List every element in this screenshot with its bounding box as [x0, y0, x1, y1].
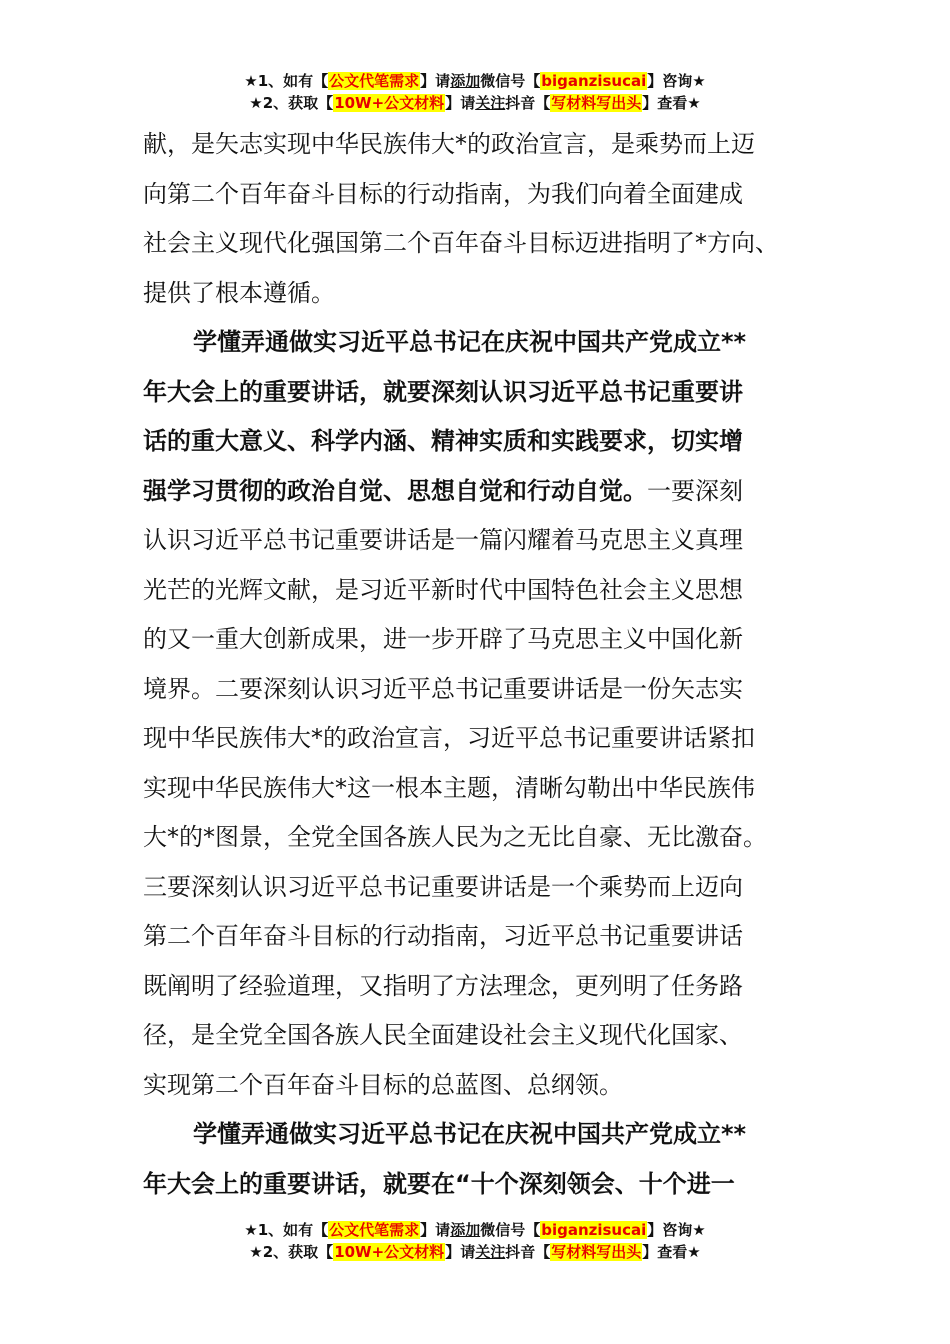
bold-line: 强学习贯彻的政治自觉、思想自觉和行动自觉。	[143, 476, 647, 505]
text-line: 提供了根本遵循。	[143, 278, 335, 307]
banner-line-2: ★2、获取【10W+公文材料】请关注抖音【写材料写出头】查看★	[249, 94, 701, 112]
text-line: 径，是全党全国各族人民全面建设社会主义现代化国家、	[143, 1021, 743, 1049]
text-line: 大*的*图景，全党全国各族人民为之无比自豪、无比激奋。	[143, 823, 767, 851]
banner-line-1: ★1、如有【公文代笔需求】请添加微信号【biganzisucai】咨询★	[244, 72, 706, 90]
text-line: 的又一重大创新成果，进一步开辟了马克思主义中国化新	[143, 625, 743, 653]
highlight-douyin: 写材料写出头	[551, 94, 642, 112]
highlight-wechat-id: biganzisucai	[541, 1221, 647, 1239]
footer-banner	[0, 1219, 950, 1263]
text-line	[143, 467, 815, 517]
bold-line: 话的重大意义、科学内涵、精神实质和实践要求，切实增	[143, 427, 743, 455]
bold-line: 学懂弄通做实习近平总书记在庆祝中国共产党成立**	[193, 328, 747, 356]
text-line: 献，是矢志实现中华民族伟大*的政治宣言，是乘势而上迈	[143, 130, 755, 158]
text-line: 光芒的光辉文献，是习近平新时代中国特色社会主义思想	[143, 575, 743, 604]
document-body	[143, 120, 815, 1209]
highlight-service: 公文代笔需求	[329, 1221, 420, 1239]
bold-line: 年大会上的重要讲话，就要深刻认识习近平总书记重要讲	[143, 377, 743, 406]
text-line: 实现第二个百年奋斗目标的总蓝图、总纲领。	[143, 1070, 623, 1099]
text-line: 认识习近平总书记重要讲话是一篇闪耀着马克思主义真理	[143, 526, 743, 554]
text-line: 实现中华民族伟大*这一根本主题，清晰勾勒出中华民族伟	[143, 773, 755, 802]
highlight-service: 公文代笔需求	[329, 72, 420, 90]
highlight-wechat-id: biganzisucai	[541, 72, 647, 90]
bold-line: 年大会上的重要讲话，就要在“十个深刻领会、十个进一	[143, 1169, 735, 1198]
text-line: 一要深刻	[647, 476, 743, 505]
text-line: 境界。二要深刻认识习近平总书记重要讲话是一份矢志实	[143, 674, 743, 703]
text-line: 三要深刻认识习近平总书记重要讲话是一个乘势而上迈向	[143, 872, 743, 901]
highlight-materials: 10W+公文材料	[334, 94, 445, 112]
text-line: 既阐明了经验道理，又指明了方法理念，更列明了任务路	[143, 971, 743, 1000]
text-line: 现中华民族伟大*的政治宣言，习近平总书记重要讲话紧扣	[143, 724, 755, 752]
header-banner	[0, 70, 950, 114]
text-line: 社会主义现代化强国第二个百年奋斗目标迈进指明了*方向、	[143, 229, 779, 257]
text-line: 向第二个百年奋斗目标的行动指南，为我们向着全面建成	[143, 179, 743, 208]
bold-line: 学懂弄通做实习近平总书记在庆祝中国共产党成立**	[193, 1120, 747, 1148]
banner-line-1: ★1、如有【公文代笔需求】请添加微信号【biganzisucai】咨询★	[244, 1221, 706, 1239]
banner-line-2: ★2、获取【10W+公文材料】请关注抖音【写材料写出头】查看★	[249, 1243, 701, 1261]
text-line: 第二个百年奋斗目标的行动指南，习近平总书记重要讲话	[143, 922, 743, 950]
highlight-douyin: 写材料写出头	[551, 1243, 642, 1261]
highlight-materials: 10W+公文材料	[334, 1243, 445, 1261]
